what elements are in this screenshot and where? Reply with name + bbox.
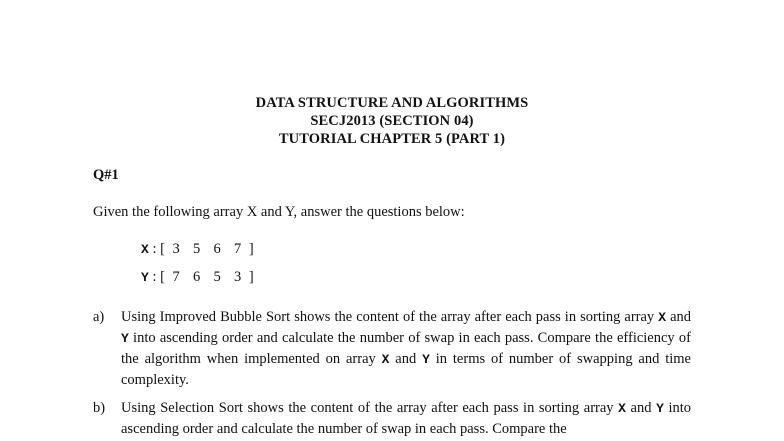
array-values: [ 7 6 5 3 ] — [160, 269, 256, 285]
course-code: SECJ2013 (SECTION 04) — [310, 113, 474, 129]
array-name: X — [141, 242, 149, 257]
question-item-a — [93, 307, 691, 390]
array-ref: X — [618, 401, 626, 416]
item-label: b) — [93, 400, 106, 416]
text-run: and — [625, 400, 657, 416]
item-text — [121, 398, 691, 439]
array-ref: X — [381, 352, 390, 367]
item-text — [121, 307, 691, 390]
item-label: a) — [93, 309, 105, 325]
array-values: [ 3 5 6 7 ] — [160, 241, 256, 257]
array-ref: Y — [656, 401, 664, 416]
array-x — [141, 241, 256, 258]
text-run: into ascending order and calculate the number of swap in each pass. Compare the efficiency of the algorithm when implemented on array — [121, 330, 691, 367]
question-number: Q#1 — [93, 167, 119, 183]
course-title: DATA STRUCTURE AND ALGORITHMS — [255, 95, 529, 111]
document-title — [0, 94, 784, 148]
array-ref: X — [658, 310, 667, 325]
text-run: Using Selection Sort shows the content of the array after each pass in sorting array — [121, 400, 619, 416]
tutorial-title: TUTORIAL CHAPTER 5 (PART 1) — [278, 131, 506, 147]
text-run: Using Improved Bubble Sort shows the content of the array after each pass in sorting array — [121, 309, 659, 325]
text-run: in terms of number of swapping and time complexity. — [121, 351, 691, 388]
text-run: and — [666, 309, 691, 325]
array-ref: Y — [422, 352, 430, 367]
text-run: and — [389, 351, 423, 367]
question-item-b — [93, 398, 691, 439]
array-name: Y — [141, 270, 149, 285]
array-y — [141, 269, 256, 286]
array-ref: Y — [121, 331, 129, 346]
array-separator: : — [148, 269, 161, 285]
text-run: into ascending order and calculate the number of swap in each pass. Compare the — [121, 400, 692, 437]
question-intro: Given the following array X and Y, answer the questions below: — [93, 204, 465, 220]
array-separator: : — [148, 241, 161, 257]
